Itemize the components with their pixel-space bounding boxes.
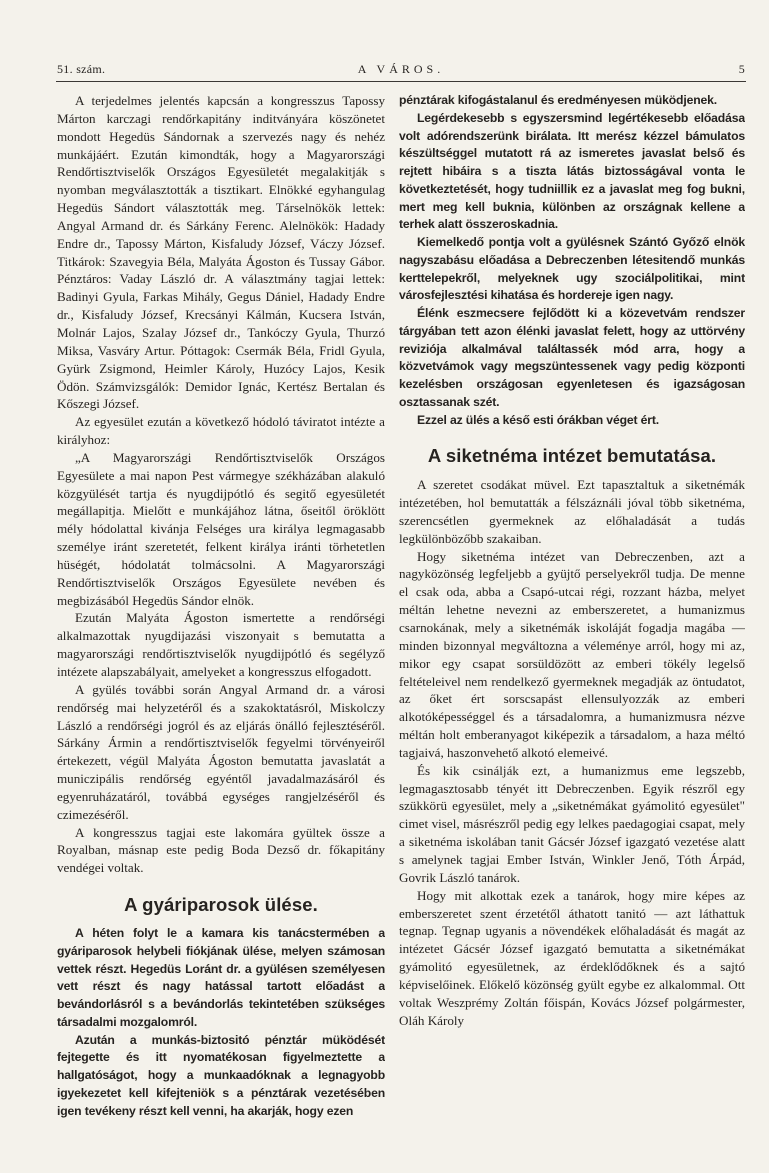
manufacturers-meeting-article	[57, 925, 385, 1120]
telegram-paragraph: „A Magyarországi Rendőrtisztviselők Országos Egyesülete a mai napon Pest vármegye székházában alakuló közgyülését tartja és nyugdijpótló és segitő egyesületét megállapitja. Mielőtt e munkájához látna, őseitől öröklött mély hódolattal kivánja Felséges ura királya legmagasabb személye iránt szeretetét, felkent királya iránti törhetetlen hüségét, hódolatát tolmácsolni. A Magyarországi Rendőrtisztviselők Országos Egyesülete nevében és megbizásából Hegedüs Sándor elnök.	[57, 449, 385, 608]
article-columns	[57, 92, 745, 1167]
article-paragraph: A héten folyt le a kamara kis tanácstermében a gyáriparosok helybeli fiókjának ülése, melyen számosan vettek részt. Hegedüs Loránt dr. a gyülésen személyesen vett részt és nagy hatással tartott előadást a bevándorlásról s a bevándorlás tekintetében szükséges társadalmi mozgalomról.	[57, 926, 385, 1029]
article-paragraph: Élénk eszmecsere fejlődött ki a közevetvám rendszer tárgyában tett azon élénki javaslat felett, hogy az uttörvény reviziója alkalmával találtassék mód arra, hogy a közvetvámok vagy megszüntessenek vagy pedig központi kezelésben országosan egyenletesen és igazságosan osztassanak szét.	[399, 306, 745, 409]
deaf-institute-article	[399, 476, 745, 1029]
article-paragraph: Az egyesület ezután a következő hódoló táviratot intézte a királyhoz:	[57, 414, 385, 448]
masthead-title: A VÁROS.	[357, 62, 445, 76]
article-paragraph: Legérdekesebb s egyszersmind legértékesebb előadása volt adórendszerünk birálata. Itt merész kézzel bámulatos készültséggel mutatott rá az ismeretes javaslat belső és rejtett hibáira s a tiszta látás biztosságával vonta le következtetését, hogy tudniillik ez a javaslat meg fog bukni, mert meg kell buknia, különben az országnak kellene a terhek alatt összeroskadnia.	[399, 110, 745, 232]
header-rule	[56, 81, 746, 82]
page-number: 5	[738, 62, 745, 76]
article-paragraph: Kiemelkedő pontja volt a gyülésnek Szántó Győző elnök nagyszabásu előadása a Debreczenben létesitendő munkás kerttelepekről, melyeknek ugy szociálpolitikai, mint városfejlesztési kihatása és horderejе igen nagy.	[399, 235, 745, 303]
running-head	[57, 62, 745, 78]
article-paragraph: A szeretet csodákat müvel. Ezt tapasztaltuk a siketnémák intézetében, hol bemutatták a félszáználi jóval több siketnéma, szerencsétlen gyermeknek az előhaladását a tudás legkülönbözőbb szakaiban.	[399, 477, 745, 546]
article-paragraph: És kik csinálják ezt, a humanizmus eme legszebb, legmagasztosabb tényét itt Debreczenben. Egyik részről egy szükkörü egyesület, mely a „siketnémákat gyámolitó egyesület" cimet visel, másrészről pedig egy lelkes paedagogiai csapat, mely a siketnéma iskolában tanit Gácsér József igazgató vezetése alatt s amelynek tagjai Ember István, Winkler Jenő, Tóth Árpád, Govrik László tanárok.	[399, 762, 745, 885]
issue-number: 51. szám.	[57, 62, 106, 76]
article-headline: A gyáriparosok ülése.	[124, 894, 318, 916]
article-paragraph: A kongresszus tagjai este lakomára gyültek össze a Royalban, másnap este pedig Boda Dezső dr. főkapitány vendégei voltak.	[57, 824, 385, 876]
article-paragraph: A terjedelmes jelentés kapcsán a kongresszus Tapossy Márton karczagi rendőrkapitány inditványára köszönetet mondott Hegedüs Sándornak a szervezés nagy és nehéz munkájáért. Ezután kimondták, hogy a Magyarországi Rendőrtisztviselők Országos Egyesületét megalakitják s nyomban megválasztották a tisztikart. Elnökké egyhangulag Hegedüs Sándort választották meg. Társelnökök lettek: Angyal Armand dr. és Sárkány Ferenc. Alelnökök: Hadady Endre dr., Tapossy Márton, Kisfaludy József, Váczy József. Titkárok: Szavegyia Béla, Malyáta Ágoston és Tussay Gábor. Pénztáros: Vaday László dr. A választmány tagjai lettek: Badinyi Gyula, Farkas Mihály, Gegus Dániel, Hadady Endre dr., Kisfaludy József, Krecsányi Kálmán, Kucsera István, Molnár Lajos, Szalay József dr., Tankóczy Gyula, Thurzó Miksa, Vasváry Artur. Póttagok: Csermák Béla, Fridl Gyula, Gyürk Zsigmond, Heimler Károly, Huzócy Lajos, Kesik Ödön. Számvizsgálók: Demidor Ignác, Kertész Bertalan és Kőszegi József.	[57, 93, 385, 412]
congress-report-article	[57, 92, 385, 877]
manufacturers-meeting-continuation	[399, 92, 745, 429]
article-paragraph: Ezzel az ülés a késő esti órákban véget ért.	[417, 412, 660, 427]
article-headline: A siketnéma intézet bemutatása.	[427, 445, 717, 467]
article-paragraph: Hogy siketnéma intézet van Debreczenben, azt a nagyközönség legfeljebb a gyüjtő perselyekről tudja. De menne el csak oda, abba a Csapó-utcai régi, rozzant házba, melyet méltán lehetne nevezni az emberszeretet, a humanizmus csarnokának, mely a siketnémák iskoláját fogadja magába — minden bizonnyal megváltozna a véleménye arról, hogy mi az, mikor egy csapat sorsüldözött az emberi tökély legelső feltételeivel nem rendelkező gyermeknek megadják az öntudatot, az őket ért sorscsapást ellensulyozzák az emberi alkotóképességgel és a társadalomra, a humanizmusra nézve méltán holt emberanyagot kiképezik a társadalom, a haza méltó tagjaivá, haszonvehető alkotó elemeivé.	[399, 548, 745, 760]
right-column	[399, 92, 745, 1167]
article-paragraph: A gyülés további során Angyal Armand dr. a városi rendőrség mai helyzetéről és a szakoktatásról, Miskolczy László a rendőrségi jogról és az eljárás önálló fejlesztéséről. Sárkány Ármin a rendőrtisztviselők fegyelmi törvényeiről értekezett, végül Malyáta Ágoston bemutatta javaslatát a municzipális rendőrség egyéntől javadalmazásáról és egyenruházatáról, továbbá egységes rangjelzéséről és czimezéséről.	[57, 681, 385, 822]
article-paragraph: Hogy mit alkottak ezek a tanárok, hogy mire képes az emberszeretet szent érzetétől áthatott tanitó — azt láthattuk tegnap. Tegnap ugyanis a növendékek előhaladását és magát az intézetet Gácsér József igazgató bemutatta a siketnémákat gyámolitó egyesületnek, az érdeklődőknek és a sajtó képviselőinek. Előkelő közönség gyült egybe ez alkalommal. Ott voltak Weszprémy Zoltán főispán, Kovács József polgármester, Oláh Károly	[399, 887, 745, 1028]
article-paragraph: pénztárak kifogástalanul és eredményesen müködjenek.	[399, 93, 718, 107]
article-paragraph: Ezután Malyáta Ágoston ismertette a rendőrségi alkalmazottak nyugdijazási viszonyait s bemutatta a magyarországi rendőrtisztviselők nyugdijpótló és segélyző intézete alapszabályait, amelyeket a kongresszus elfogadott.	[57, 610, 385, 679]
article-paragraph: Azután a munkás-biztositó pénztár müködését fejtegette és itt nyomatékosan figyelmeztette a hallgatóságot, hogy a munkaadóknak a legnagyobb igyekezetet kell kifejteniök s a pénztárak vezetésében igen tevékeny részt kell venni, ha akarják, hogy ezen	[57, 1032, 385, 1118]
left-column	[57, 92, 385, 1167]
